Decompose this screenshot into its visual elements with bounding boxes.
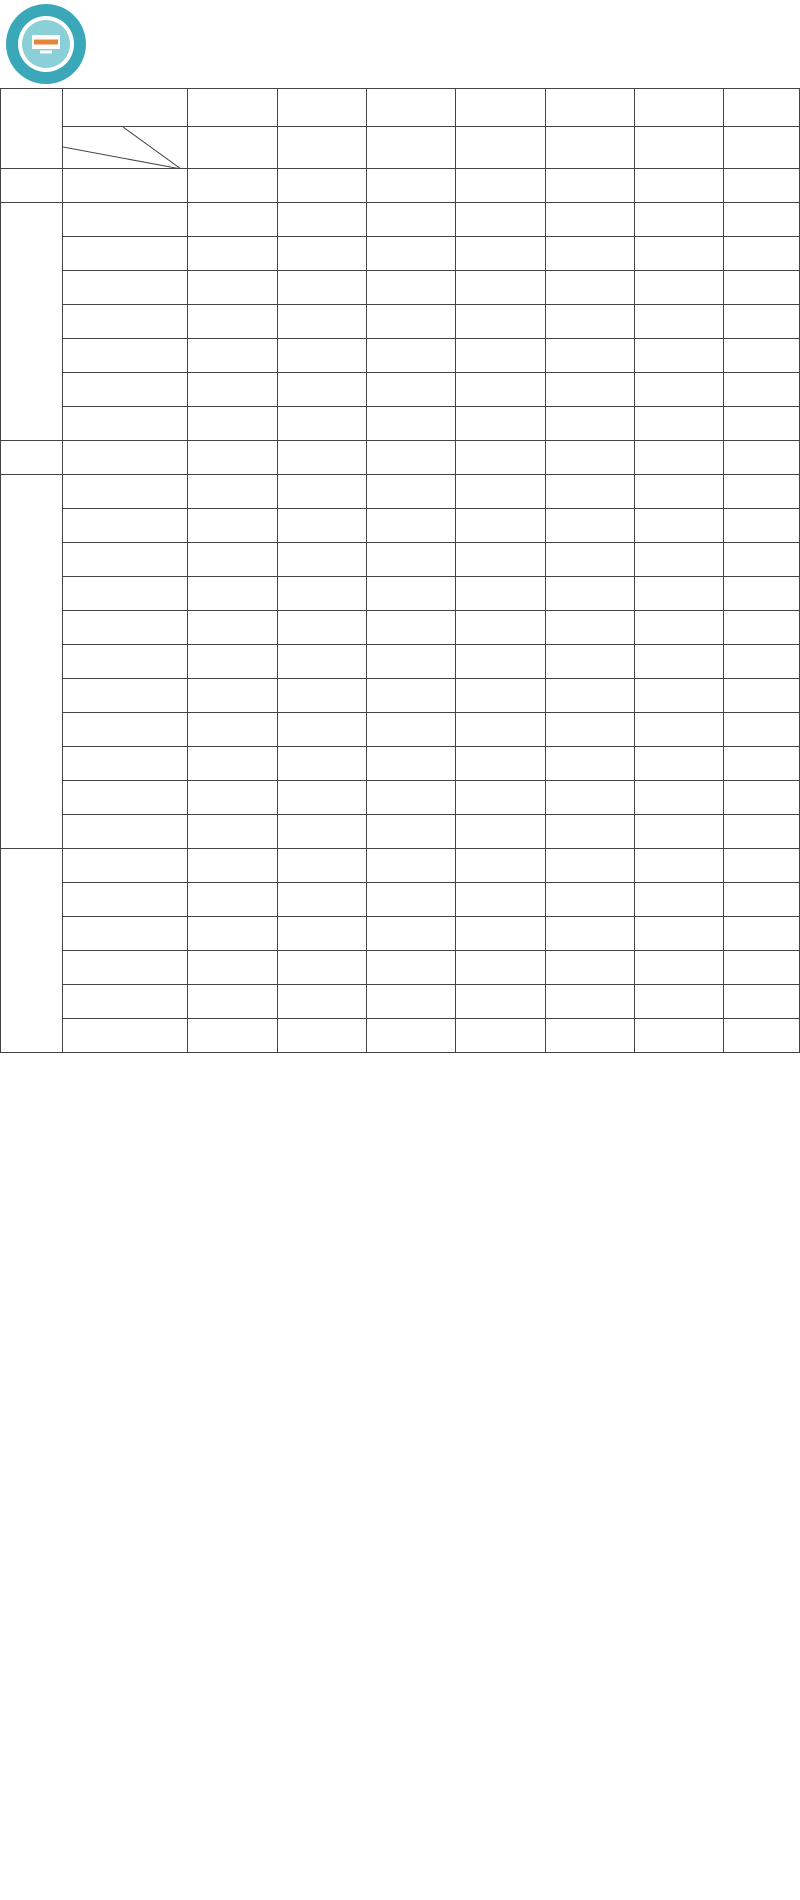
doctor-cell	[724, 407, 800, 441]
doctor-cell	[277, 815, 366, 849]
date-cell	[724, 89, 800, 127]
schedule-row	[1, 679, 800, 713]
doctor-cell	[545, 169, 634, 203]
weekday-cell	[277, 127, 366, 169]
doctor-cell	[366, 747, 455, 781]
schedule-row	[1, 407, 800, 441]
doctor-cell	[277, 305, 366, 339]
floor-header	[1, 89, 63, 169]
doctor-cell	[188, 917, 277, 951]
department-cell	[62, 645, 188, 679]
doctor-cell	[188, 951, 277, 985]
doctor-cell	[366, 373, 455, 407]
schedule-row	[1, 509, 800, 543]
doctor-cell	[456, 849, 545, 883]
doctor-cell	[456, 509, 545, 543]
doctor-cell	[366, 645, 455, 679]
schedule-row	[1, 713, 800, 747]
doctor-cell	[456, 271, 545, 305]
doctor-cell	[456, 747, 545, 781]
doctor-cell	[366, 611, 455, 645]
doctor-cell	[456, 815, 545, 849]
doctor-cell	[277, 543, 366, 577]
page-header	[0, 0, 800, 88]
schedule-row	[1, 305, 800, 339]
doctor-cell	[724, 475, 800, 509]
doctor-cell	[366, 1019, 455, 1053]
department-cell	[62, 951, 188, 985]
schedule-row	[1, 849, 800, 883]
schedule-row	[1, 203, 800, 237]
doctor-cell	[724, 679, 800, 713]
department-cell	[62, 985, 188, 1019]
department-cell	[62, 543, 188, 577]
department-cell	[62, 407, 188, 441]
doctor-cell	[635, 475, 724, 509]
doctor-cell	[456, 169, 545, 203]
doctor-cell	[188, 679, 277, 713]
department-cell	[62, 781, 188, 815]
doctor-cell	[635, 951, 724, 985]
doctor-cell	[545, 373, 634, 407]
doctor-cell	[724, 203, 800, 237]
doctor-cell	[635, 747, 724, 781]
doctor-cell	[366, 237, 455, 271]
doctor-cell	[724, 645, 800, 679]
doctor-cell	[724, 373, 800, 407]
doctor-cell	[188, 237, 277, 271]
doctor-cell	[366, 985, 455, 1019]
weekday-cell	[366, 127, 455, 169]
doctor-cell	[188, 1019, 277, 1053]
doctor-cell	[545, 713, 634, 747]
doctor-cell	[545, 1019, 634, 1053]
doctor-cell	[635, 611, 724, 645]
floor-cell	[1, 475, 63, 849]
doctor-cell	[635, 985, 724, 1019]
schedule-row	[1, 951, 800, 985]
department-cell	[62, 577, 188, 611]
schedule-row	[1, 985, 800, 1019]
doctor-cell	[277, 781, 366, 815]
schedule-row	[1, 475, 800, 509]
doctor-cell	[366, 339, 455, 373]
floor-cell	[1, 441, 63, 475]
doctor-cell	[545, 577, 634, 611]
doctor-cell	[635, 305, 724, 339]
floor-cell	[1, 203, 63, 441]
doctor-cell	[456, 475, 545, 509]
doctor-cell	[188, 339, 277, 373]
doctor-cell	[277, 951, 366, 985]
doctor-cell	[188, 747, 277, 781]
department-cell	[62, 917, 188, 951]
doctor-cell	[456, 679, 545, 713]
doctor-cell	[188, 271, 277, 305]
doctor-cell	[188, 543, 277, 577]
doctor-cell	[456, 611, 545, 645]
doctor-cell	[366, 917, 455, 951]
date-cell	[635, 89, 724, 127]
doctor-cell	[277, 1019, 366, 1053]
doctor-cell	[724, 849, 800, 883]
doctor-cell	[277, 407, 366, 441]
doctor-cell	[724, 713, 800, 747]
doctor-cell	[724, 271, 800, 305]
doctor-cell	[188, 985, 277, 1019]
doctor-cell	[277, 169, 366, 203]
doctor-cell	[456, 237, 545, 271]
weekday-cell	[456, 127, 545, 169]
department-cell	[62, 339, 188, 373]
doctor-cell	[188, 781, 277, 815]
doctor-cell	[545, 849, 634, 883]
doctor-cell	[724, 611, 800, 645]
schedule-row	[1, 169, 800, 203]
doctor-cell	[635, 203, 724, 237]
doctor-cell	[188, 407, 277, 441]
doctor-cell	[277, 373, 366, 407]
doctor-cell	[635, 679, 724, 713]
doctor-cell	[277, 883, 366, 917]
doctor-cell	[545, 271, 634, 305]
doctor-cell	[456, 781, 545, 815]
schedule-row	[1, 441, 800, 475]
date-cell	[366, 89, 455, 127]
doctor-cell	[456, 373, 545, 407]
schedule-row	[1, 883, 800, 917]
doctor-cell	[456, 407, 545, 441]
doctor-cell	[366, 679, 455, 713]
doctor-cell	[188, 611, 277, 645]
doctor-cell	[456, 577, 545, 611]
doctor-cell	[456, 339, 545, 373]
doctor-cell	[277, 475, 366, 509]
doctor-cell	[366, 781, 455, 815]
doctor-cell	[188, 475, 277, 509]
department-cell	[62, 237, 188, 271]
doctor-cell	[635, 883, 724, 917]
doctor-cell	[635, 339, 724, 373]
doctor-cell	[456, 203, 545, 237]
schedule-row	[1, 271, 800, 305]
doctor-cell	[724, 951, 800, 985]
doctor-cell	[545, 815, 634, 849]
department-cell	[62, 747, 188, 781]
department-cell	[62, 475, 188, 509]
schedule-row	[1, 577, 800, 611]
department-cell	[62, 679, 188, 713]
doctor-cell	[456, 543, 545, 577]
doctor-cell	[277, 679, 366, 713]
doctor-cell	[277, 747, 366, 781]
doctor-cell	[188, 509, 277, 543]
doctor-cell	[724, 441, 800, 475]
department-cell	[62, 305, 188, 339]
doctor-cell	[635, 237, 724, 271]
doctor-cell	[724, 509, 800, 543]
doctor-cell	[188, 713, 277, 747]
doctor-cell	[635, 169, 724, 203]
floor-cell	[1, 169, 63, 203]
doctor-cell	[188, 849, 277, 883]
doctor-cell	[635, 407, 724, 441]
doctor-cell	[545, 679, 634, 713]
doctor-cell	[724, 815, 800, 849]
doctor-cell	[366, 475, 455, 509]
doctor-cell	[635, 781, 724, 815]
schedule-row	[1, 815, 800, 849]
doctor-cell	[724, 339, 800, 373]
department-cell	[62, 509, 188, 543]
doctor-cell	[545, 543, 634, 577]
date-cell	[545, 89, 634, 127]
dept-corner-header	[62, 127, 188, 169]
doctor-cell	[188, 373, 277, 407]
doctor-cell	[545, 509, 634, 543]
schedule-row	[1, 543, 800, 577]
doctor-cell	[545, 305, 634, 339]
doctor-cell	[724, 237, 800, 271]
doctor-cell	[456, 305, 545, 339]
department-cell	[62, 441, 188, 475]
weekday-cell	[188, 127, 277, 169]
schedule-row	[1, 1019, 800, 1053]
doctor-cell	[635, 271, 724, 305]
schedule-row	[1, 645, 800, 679]
doctor-cell	[188, 305, 277, 339]
doctor-cell	[366, 713, 455, 747]
doctor-cell	[366, 305, 455, 339]
doctor-cell	[456, 951, 545, 985]
department-cell	[62, 713, 188, 747]
doctor-cell	[366, 951, 455, 985]
doctor-cell	[277, 645, 366, 679]
doctor-cell	[724, 747, 800, 781]
department-cell	[62, 271, 188, 305]
doctor-cell	[366, 577, 455, 611]
doctor-cell	[188, 441, 277, 475]
doctor-cell	[456, 645, 545, 679]
weekday-cell	[545, 127, 634, 169]
department-cell	[62, 373, 188, 407]
date-header	[62, 89, 188, 127]
doctor-cell	[724, 781, 800, 815]
doctor-cell	[277, 577, 366, 611]
doctor-cell	[545, 747, 634, 781]
doctor-cell	[724, 543, 800, 577]
doctor-cell	[724, 917, 800, 951]
doctor-cell	[545, 951, 634, 985]
schedule-row	[1, 339, 800, 373]
corner-diagonal	[63, 127, 181, 169]
doctor-cell	[366, 849, 455, 883]
doctor-cell	[277, 509, 366, 543]
doctor-cell	[545, 339, 634, 373]
doctor-cell	[545, 203, 634, 237]
doctor-cell	[724, 985, 800, 1019]
doctor-cell	[545, 985, 634, 1019]
doctor-cell	[188, 645, 277, 679]
doctor-cell	[545, 407, 634, 441]
department-cell	[62, 203, 188, 237]
schedule-row	[1, 611, 800, 645]
doctor-cell	[456, 985, 545, 1019]
doctor-cell	[724, 577, 800, 611]
doctor-cell	[188, 815, 277, 849]
department-cell	[62, 169, 188, 203]
doctor-cell	[545, 781, 634, 815]
footer-notice	[0, 1860, 800, 1900]
doctor-cell	[456, 1019, 545, 1053]
schedule-row	[1, 373, 800, 407]
department-cell	[62, 883, 188, 917]
doctor-cell	[366, 543, 455, 577]
date-cell	[456, 89, 545, 127]
doctor-cell	[545, 441, 634, 475]
doctor-cell	[724, 883, 800, 917]
doctor-cell	[635, 441, 724, 475]
doctor-cell	[277, 713, 366, 747]
schedule-row	[1, 781, 800, 815]
schedule-table	[0, 88, 800, 1053]
doctor-cell	[277, 237, 366, 271]
doctor-cell	[366, 407, 455, 441]
doctor-cell	[366, 815, 455, 849]
doctor-cell	[277, 985, 366, 1019]
doctor-cell	[635, 1019, 724, 1053]
doctor-cell	[635, 373, 724, 407]
doctor-cell	[277, 339, 366, 373]
doctor-cell	[456, 713, 545, 747]
doctor-cell	[545, 645, 634, 679]
doctor-cell	[366, 883, 455, 917]
doctor-cell	[366, 169, 455, 203]
doctor-cell	[635, 917, 724, 951]
doctor-cell	[188, 577, 277, 611]
doctor-cell	[635, 713, 724, 747]
doctor-cell	[366, 509, 455, 543]
doctor-cell	[188, 883, 277, 917]
department-cell	[62, 815, 188, 849]
weekday-cell	[635, 127, 724, 169]
doctor-cell	[277, 917, 366, 951]
schedule-row	[1, 917, 800, 951]
doctor-cell	[188, 169, 277, 203]
doctor-cell	[545, 475, 634, 509]
doctor-cell	[635, 509, 724, 543]
floor-cell	[1, 849, 63, 1053]
doctor-cell	[545, 237, 634, 271]
date-cell	[277, 89, 366, 127]
hospital-logo	[4, 2, 88, 86]
doctor-cell	[456, 441, 545, 475]
doctor-cell	[366, 271, 455, 305]
doctor-cell	[277, 611, 366, 645]
doctor-cell	[277, 203, 366, 237]
doctor-cell	[366, 203, 455, 237]
doctor-cell	[635, 543, 724, 577]
doctor-cell	[545, 917, 634, 951]
doctor-cell	[456, 917, 545, 951]
doctor-cell	[545, 883, 634, 917]
date-cell	[188, 89, 277, 127]
doctor-cell	[277, 271, 366, 305]
schedule-row	[1, 747, 800, 781]
department-cell	[62, 1019, 188, 1053]
doctor-cell	[724, 305, 800, 339]
schedule-row	[1, 237, 800, 271]
doctor-cell	[635, 815, 724, 849]
doctor-cell	[724, 1019, 800, 1053]
doctor-cell	[277, 849, 366, 883]
doctor-cell	[277, 441, 366, 475]
doctor-cell	[456, 883, 545, 917]
department-cell	[62, 849, 188, 883]
doctor-cell	[635, 577, 724, 611]
weekday-cell	[724, 127, 800, 169]
doctor-cell	[635, 645, 724, 679]
department-cell	[62, 611, 188, 645]
doctor-cell	[366, 441, 455, 475]
doctor-cell	[724, 169, 800, 203]
doctor-cell	[635, 849, 724, 883]
doctor-cell	[188, 203, 277, 237]
doctor-cell	[545, 611, 634, 645]
